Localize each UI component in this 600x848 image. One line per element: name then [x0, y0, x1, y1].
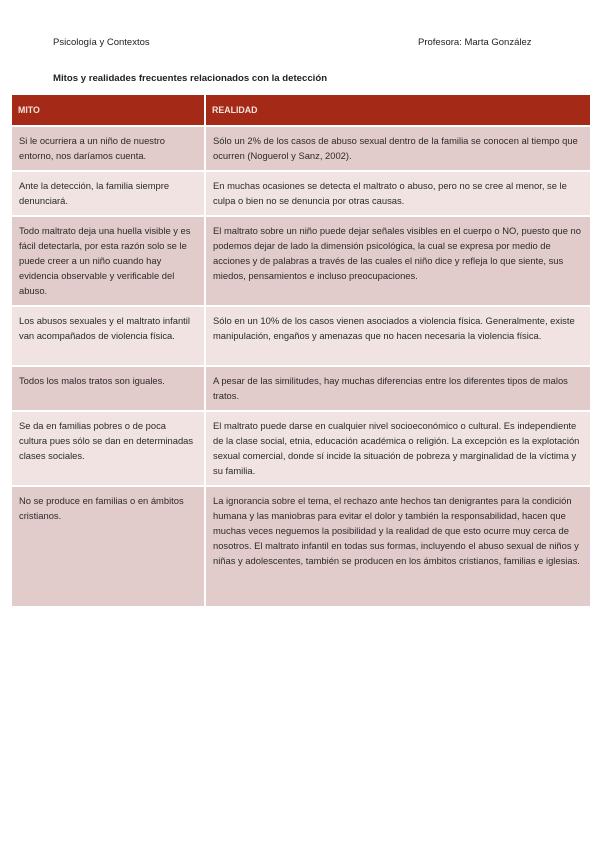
document-title: Mitos y realidades frecuentes relacionados con la detección	[53, 73, 328, 84]
realidad-cell: Sólo en un 10% de los casos vienen asociados a violencia física. Generalmente, existe manipulación, engaños y amenazas que no hacen necesaria la violencia física.	[205, 306, 590, 366]
mito-cell: Todo maltrato deja una huella visible y es fácil detectarla, por esta razón solo se le puede creer a un niño cuando hay evidencia observable y verificable del abuso.	[12, 216, 205, 306]
mito-cell: No se produce en familias o en ámbitos cristianos.	[12, 486, 205, 606]
realidad-cell: La ignorancia sobre el tema, el rechazo ante hechos tan denigrantes para la condición humana y las maniobras para evitar el dolor y también la responsabilidad, hacen que muchas veces neguemos la posibilidad y la realidad de que esto ocurre muy cerca de nosotros. El maltrato infantil en todas sus formas, incluyendo el abuso sexual de niños y niñas y adolescentes, también se producen en los ámbitos cristianos, familias e iglesias.	[205, 486, 590, 606]
realidad-cell: A pesar de las similitudes, hay muchas diferencias entre los diferentes tipos de malos tratos.	[205, 366, 590, 411]
column-header-mito: MITO	[12, 95, 205, 126]
realidad-cell: El maltrato sobre un niño puede dejar señales visibles en el cuerpo o NO, puesto que no podemos dejar de lado la dimensión psicológica, la cual se expresa por medio de acciones y de palabras a través de las cuales el niño dice y refleja lo que siente, sus miedos, pensamientos e incluso preocupaciones.	[205, 216, 590, 306]
realidad-cell: El maltrato puede darse en cualquier nivel socioeconómico o cultural. Es independiente de la clase social, etnia, educación académica o religión. La excepción es la explotación sexual comercial, donde sí incide la situación de pobreza y marginalidad de la víctima y su familia.	[205, 411, 590, 486]
realidad-cell: Sólo un 2% de los casos de abuso sexual dentro de la familia se conocen al tiempo que ocurren (Noguerol y Sanz, 2002).	[205, 126, 590, 171]
header-teacher: Profesora: Marta González	[418, 37, 532, 48]
header-subject: Psicología y Contextos	[53, 37, 150, 48]
myths-table	[12, 95, 590, 606]
mito-cell: Los abusos sexuales y el maltrato infantil van acompañados de violencia física.	[12, 306, 205, 366]
table-row	[12, 171, 590, 216]
mito-cell: Todos los malos tratos son iguales.	[12, 366, 205, 411]
column-header-realidad: REALIDAD	[205, 95, 590, 126]
table-row	[12, 486, 590, 606]
mito-cell: Se da en familias pobres o de poca cultura pues sólo se dan en determinadas clases sociales.	[12, 411, 205, 486]
mito-cell: Ante la detección, la familia siempre denunciará.	[12, 171, 205, 216]
table-row	[12, 366, 590, 411]
table-row	[12, 216, 590, 306]
table-row	[12, 126, 590, 171]
realidad-cell: En muchas ocasiones se detecta el maltrato o abuso, pero no se cree al menor, se le culpa o bien no se denuncia por otras causas.	[205, 171, 590, 216]
table-row	[12, 306, 590, 366]
table-row	[12, 411, 590, 486]
mito-cell: Si le ocurriera a un niño de nuestro entorno, nos daríamos cuenta.	[12, 126, 205, 171]
table-header-row	[12, 95, 590, 126]
